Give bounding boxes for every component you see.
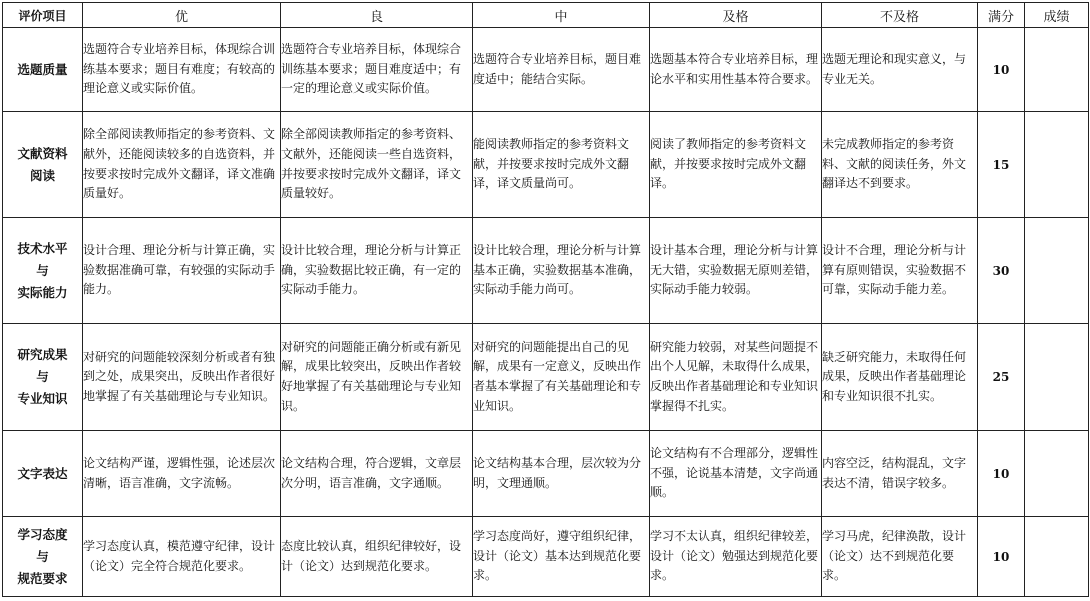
criteria-fail: 选题无理论和现实意义，与专业无关。 (822, 28, 978, 112)
header-fail: 不及格 (822, 3, 978, 28)
header-item: 评价项目 (3, 3, 83, 28)
row-item-label: 选题质量 (3, 28, 83, 112)
criteria-fail: 未完成教师指定的参考资料、文献的阅读任务，外文翻译达不到要求。 (822, 112, 978, 218)
table-row (3, 28, 1089, 112)
criteria-fail: 设计不合理，理论分析与计算有原则错误，实验数据不可靠，实际动手能力差。 (822, 218, 978, 324)
grading-rubric (2, 2, 1089, 597)
row-item-label: 文献资料 阅读 (3, 112, 83, 218)
result-cell[interactable] (1025, 112, 1089, 218)
table-row (3, 431, 1089, 517)
criteria-excellent: 选题符合专业培养目标，体现综合训练基本要求；题目有难度；有较高的理论意义或实际价值。 (83, 28, 281, 112)
result-cell[interactable] (1025, 28, 1089, 112)
criteria-good: 设计比较合理，理论分析与计算正确，实验数据比较正确，有一定的实际动手能力。 (281, 218, 473, 324)
header-result: 成绩 (1025, 3, 1089, 28)
result-cell[interactable] (1025, 324, 1089, 431)
criteria-excellent: 论文结构严谨，逻辑性强，论述层次清晰，语言准确，文字流畅。 (83, 431, 281, 517)
header-excellent: 优 (83, 3, 281, 28)
row-item-label: 技术水平 与 实际能力 (3, 218, 83, 324)
row-item-label: 研究成果 与 专业知识 (3, 324, 83, 431)
header-medium: 中 (473, 3, 650, 28)
criteria-excellent: 对研究的问题能较深刻分析或者有独到之处，成果突出，反映出作者很好地掌握了有关基础理论与专业知识。 (83, 324, 281, 431)
criteria-excellent: 除全部阅读教师指定的参考资料、文献外，还能阅读较多的自选资料，并按要求按时完成外文翻译，译文准确质量好。 (83, 112, 281, 218)
full-score: 30 (978, 218, 1025, 324)
table-row (3, 218, 1089, 324)
header-good: 良 (281, 3, 473, 28)
criteria-pass: 选题基本符合专业培养目标，理论水平和实用性基本符合要求。 (650, 28, 822, 112)
criteria-fail: 内容空泛，结构混乱，文字表达不清，错误字较多。 (822, 431, 978, 517)
full-score: 25 (978, 324, 1025, 431)
criteria-fail: 学习马虎，纪律涣散，设计（论文）达不到规范化要求。 (822, 517, 978, 597)
header-pass: 及格 (650, 3, 822, 28)
criteria-fail: 缺乏研究能力，未取得任何成果，反映出作者基础理论和专业知识很不扎实。 (822, 324, 978, 431)
result-cell[interactable] (1025, 431, 1089, 517)
criteria-medium: 学习态度尚好，遵守组织纪律，设计（论文）基本达到规范化要求。 (473, 517, 650, 597)
header-row (3, 3, 1089, 28)
header-full-score: 满分 (978, 3, 1025, 28)
criteria-good: 选题符合专业培养目标，体现综合训练基本要求；题目难度适中；有一定的理论意义或实际价值。 (281, 28, 473, 112)
full-score: 10 (978, 28, 1025, 112)
full-score: 10 (978, 517, 1025, 597)
criteria-pass: 研究能力较弱，对某些问题提不出个人见解，未取得什么成果，反映出作者基础理论和专业知识掌握得不扎实。 (650, 324, 822, 431)
criteria-excellent: 设计合理、理论分析与计算正确，实验数据准确可靠，有较强的实际动手能力。 (83, 218, 281, 324)
criteria-medium: 论文结构基本合理，层次较为分明，文理通顺。 (473, 431, 650, 517)
criteria-pass: 阅读了教师指定的参考资料文献，并按要求按时完成外文翻译。 (650, 112, 822, 218)
full-score: 10 (978, 431, 1025, 517)
criteria-good: 论文结构合理，符合逻辑，文章层次分明，语言准确，文字通顺。 (281, 431, 473, 517)
criteria-good: 态度比较认真，组织纪律较好，设计（论文）达到规范化要求。 (281, 517, 473, 597)
table-row (3, 517, 1089, 597)
rubric-table (2, 2, 1089, 597)
criteria-pass: 学习不太认真，组织纪律较差，设计（论文）勉强达到规范化要求。 (650, 517, 822, 597)
criteria-good: 对研究的问题能正确分析或有新见解，成果比较突出，反映出作者较好地掌握了有关基础理论与专业知识。 (281, 324, 473, 431)
table-row (3, 112, 1089, 218)
criteria-good: 除全部阅读教师指定的参考资料、文献外，还能阅读一些自选资料，并按要求按时完成外文翻译，译文质量较好。 (281, 112, 473, 218)
row-item-label: 文字表达 (3, 431, 83, 517)
full-score: 15 (978, 112, 1025, 218)
row-item-label: 学习态度 与 规范要求 (3, 517, 83, 597)
criteria-pass: 设计基本合理，理论分析与计算无大错，实验数据无原则差错，实际动手能力较弱。 (650, 218, 822, 324)
table-row (3, 324, 1089, 431)
criteria-medium: 能阅读教师指定的参考资料文献，并按要求按时完成外文翻译，译文质量尚可。 (473, 112, 650, 218)
result-cell[interactable] (1025, 517, 1089, 597)
result-cell[interactable] (1025, 218, 1089, 324)
criteria-medium: 设计比较合理，理论分析与计算基本正确，实验数据基本准确，实际动手能力尚可。 (473, 218, 650, 324)
criteria-pass: 论文结构有不合理部分，逻辑性不强，论说基本清楚，文字尚通顺。 (650, 431, 822, 517)
criteria-medium: 对研究的问题能提出自己的见解，成果有一定意义，反映出作者基本掌握了有关基础理论和专业知识。 (473, 324, 650, 431)
criteria-medium: 选题符合专业培养目标，题目难度适中；能结合实际。 (473, 28, 650, 112)
criteria-excellent: 学习态度认真，模范遵守纪律，设计（论文）完全符合规范化要求。 (83, 517, 281, 597)
